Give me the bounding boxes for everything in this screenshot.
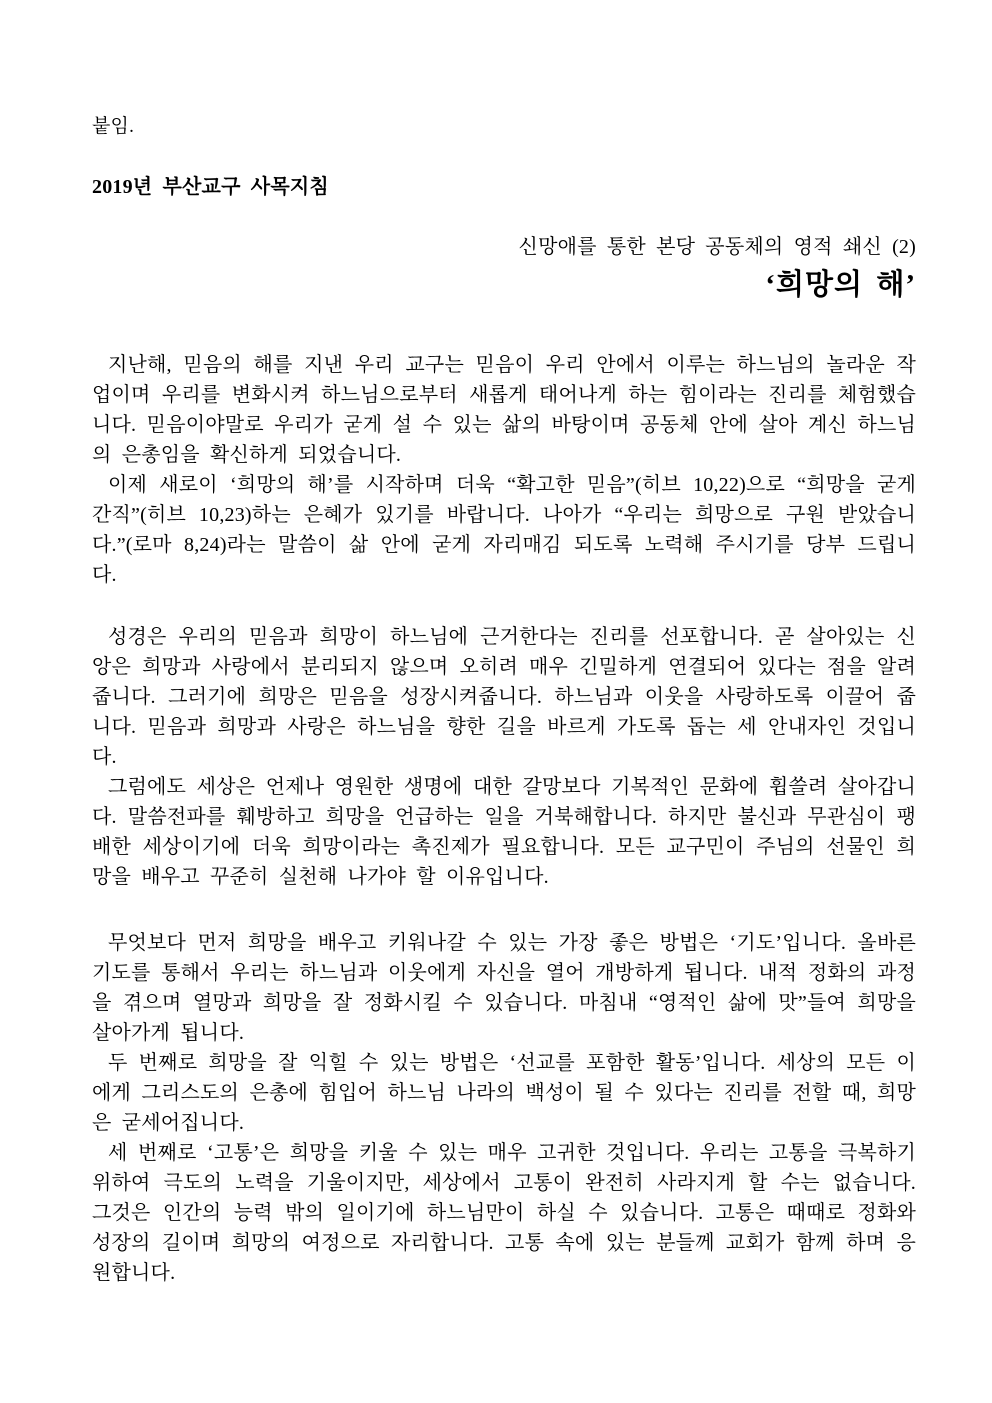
paragraph: 그럼에도 세상은 언제나 영원한 생명에 대한 갈망보다 기복적인 문화에 휩쓸려 살아갑니다. 말씀전파를 훼방하고 희망을 언급하는 일을 거북해합니다. 하지만 불신과 무관심이 팽배한 세상이기에 더욱 희망이라는 촉진제가 필요합니다. 모든 교구민이 주님의 선물인 희망을 배우고 꾸준히 실천해 나가야 할 이유입니다.	[92, 776, 916, 888]
paragraph: 지난해, 믿음의 해를 지낸 우리 교구는 믿음이 우리 안에서 이루는 하느님의 놀라운 작업이며 우리를 변화시켜 하느님으로부터 새롭게 태어나게 하는 힘이라는 진리를 체험했습니다. 믿음이야말로 우리가 굳게 설 수 있는 삶의 바탕이며 공동체 안에 살아 계신 하느님의 은총임을 확신하게 되었습니다.	[92, 354, 916, 466]
paragraph: 성경은 우리의 믿음과 희망이 하느님에 근거한다는 진리를 선포합니다. 곧 살아있는 신앙은 희망과 사랑에서 분리되지 않으며 오히려 매우 긴밀하게 연결되어 있다는 점을 알려줍니다. 그러기에 희망은 믿음을 성장시켜줍니다. 하느님과 이웃을 사랑하도록 이끌어 줍니다. 믿음과 희망과 사랑은 하느님을 향한 길을 바르게 가도록 돕는 세 안내자인 것입니다.	[92, 626, 916, 768]
main-title: ‘희망의 해’	[765, 269, 916, 301]
doc-title: 2019년 부산교구 사목지침	[92, 176, 329, 198]
subtitle: 신망애를 통한 본당 공동체의 영적 쇄신 (2)	[518, 236, 916, 258]
section-scripture	[92, 622, 916, 892]
paragraph: 두 번째로 희망을 잘 익힐 수 있는 방법은 ‘선교를 포함한 활동’입니다. 세상의 모든 이에게 그리스도의 은총에 힘입어 하느님 나라의 백성이 될 수 있다는 진리를 전할 때, 희망은 굳세어집니다.	[92, 1052, 916, 1134]
section-practices	[92, 928, 916, 1288]
paragraph: 세 번째로 ‘고통’은 희망을 키울 수 있는 매우 고귀한 것입니다. 우리는 고통을 극복하기 위하여 극도의 노력을 기울이지만, 세상에서 고통이 완전히 사라지게 할 수는 없습니다. 그것은 인간의 능력 밖의 일이기에 하느님만이 하실 수 있습니다. 고통은 때때로 정화와 성장의 길이며 희망의 여정으로 자리합니다. 고통 속에 있는 분들께 교회가 함께 하며 응원합니다.	[92, 1142, 916, 1284]
attachment-label: 붙임.	[92, 116, 135, 137]
section-intro	[92, 350, 916, 590]
paragraph: 이제 새로이 ‘희망의 해’를 시작하며 더욱 “확고한 믿음”(히브 10,22)으로 “희망을 굳게 간직”(히브 10,23)하는 은혜가 있기를 바랍니다. 나아가 “우리는 희망으로 구원 받았습니다.”(로마 8,24)라는 말씀이 삶 안에 굳게 자리매김 되도록 노력해 주시기를 당부 드립니다.	[92, 474, 916, 586]
paragraph: 무엇보다 먼저 희망을 배우고 키워나갈 수 있는 가장 좋은 방법은 ‘기도’입니다. 올바른 기도를 통해서 우리는 하느님과 이웃에게 자신을 열어 개방하게 됩니다. 내적 정화의 과정을 겪으며 열망과 희망을 잘 정화시킬 수 있습니다. 마침내 “영적인 삶에 맛”들여 희망을 살아가게 됩니다.	[92, 932, 916, 1044]
